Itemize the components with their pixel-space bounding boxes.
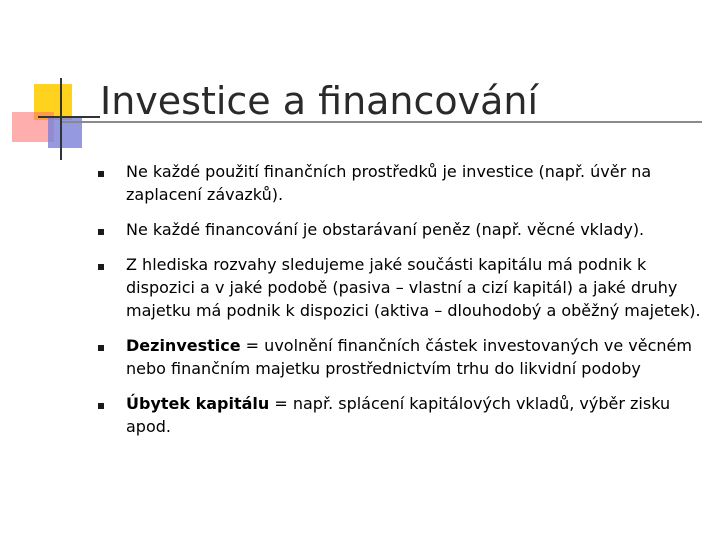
bullet-text (126, 336, 692, 378)
bullet-item (98, 392, 708, 438)
vertical-rule (60, 78, 62, 160)
square-bullet-icon (98, 264, 104, 270)
bullet-body: = uvolnění finančních částek investovaných ve věcném nebo finančním majetku prostřednictvím trhu do likvidní podoby (126, 336, 692, 378)
bullet-item (98, 334, 708, 380)
bullet-item (98, 218, 708, 241)
bullet-body: Ne každé použití finančních prostředků je investice (např. úvěr na zaplacení závazků). (126, 162, 652, 204)
bullet-body: Z hlediska rozvahy sledujeme jaké součásti kapitálu má podnik k dispozici a v jaké podobě (pasiva – vlastní a cizí kapitál) a jaké druhy majetku má podnik k dispozici (aktiva – dlouhodobý a oběžný majetek). (126, 255, 701, 320)
bullet-list (98, 160, 708, 450)
bullet-bold-term: Dezinvestice (126, 336, 241, 355)
bullet-text (126, 220, 644, 239)
bullet-body: = např. splácení kapitálových vkladů, výběr zisku apod. (126, 394, 671, 436)
bullet-text (126, 394, 670, 436)
square-bullet-icon (98, 403, 104, 409)
bullet-text (126, 255, 701, 320)
title-decoration (0, 0, 100, 170)
bullet-body: Ne každé financování je obstarávaní peněz (např. věcné vklady). (126, 220, 645, 239)
bullet-item (98, 253, 708, 322)
bullet-item (98, 160, 708, 206)
short-horizontal-rule (38, 116, 100, 118)
square-bullet-icon (98, 229, 104, 235)
square-bullet-icon (98, 171, 104, 177)
square-bullet-icon (98, 345, 104, 351)
bullet-text (126, 162, 651, 204)
slide-title: Investice a financování (100, 79, 539, 123)
bullet-bold-term: Úbytek kapitálu (126, 394, 270, 413)
